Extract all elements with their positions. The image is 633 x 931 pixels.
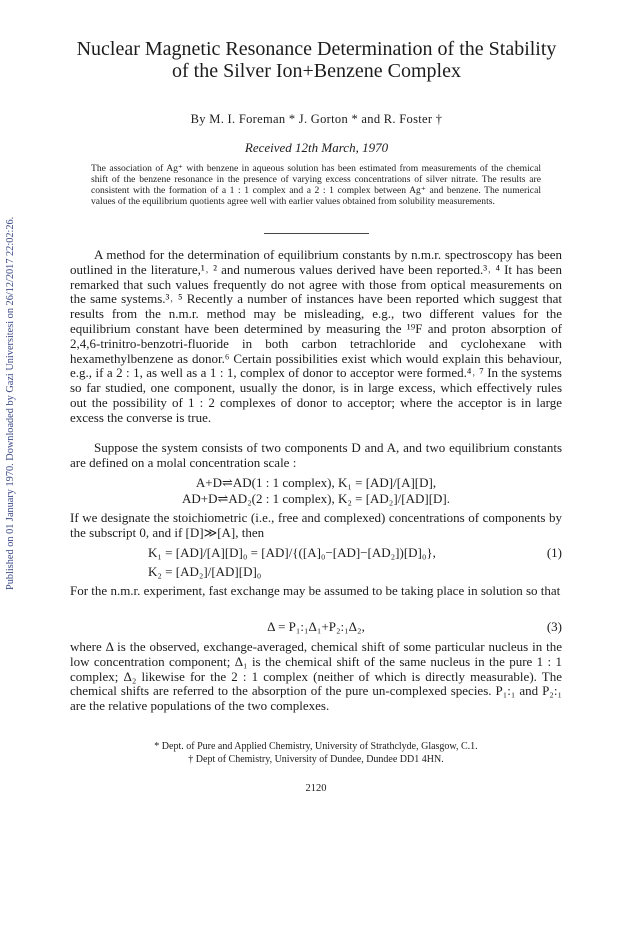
download-watermark: Published on 01 January 1970. Downloaded by Gazi Universitesi on 26/12/2017 22:02:26.	[5, 216, 16, 590]
paragraph-text: Suppose the system consists of two components D and A, and two equilibrium constants are defined on a molal concentration scale :	[70, 440, 562, 470]
page-number: 2120	[305, 783, 327, 794]
equation-1-text: K₁ = [AD]/[A][D]₀ = [AD]/{([A]₀−[AD]−[AD₂])[D]₀},	[148, 545, 436, 560]
footnote-2: † Dept of Chemistry, University of Dundee, Dundee DD1 4HN.	[188, 754, 444, 765]
abstract-text: The association of Ag⁺ with benzene in aqueous solution has been estimated from measurements of the chemical shift of the benzene resonance in the presence of varying excess concentrations of silver nitrate. The results are consistent with the formation of a 1 : 1 complex and a 2 : 1 complex between Ag⁺ and benzene. The numerical values of the equilibrium quotients agree well with earlier values obtained from solubility measurements.	[91, 163, 541, 207]
title-line-2: of the Silver Ion+Benzene Complex	[172, 60, 461, 82]
footnote-1: * Dept. of Pure and Applied Chemistry, University of Strathclyde, Glasgow, C.1.	[154, 741, 478, 752]
equation-k1-definition: A+D⇌AD(1 : 1 complex), K₁ = [AD]/[A][D],	[195, 475, 437, 490]
body-paragraph-5	[70, 640, 562, 714]
body-paragraph-4	[70, 584, 562, 599]
abstract	[91, 163, 541, 207]
author-list: By M. I. Foreman * J. Gorton * and R. Foster †	[190, 112, 443, 126]
equation-1-number: (1)	[546, 545, 562, 560]
title-line-1: Nuclear Magnetic Resonance Determination of the Stability	[76, 38, 557, 60]
paragraph-text: where Δ is the observed, exchange-averaged, chemical shift of some particular nucleus in the low concentration component; Δ₁ is the chemical shift of the same nucleus in the pure 1 : 1 complex; Δ₂ likewise for the 2 : 1 complex (neither of which is directly measurable). The chemical shifts are referred to the absorption of the pure un-complexed species. P₁:₁ and P₂:₁ are the relative populations of the two complexes.	[70, 639, 562, 714]
equation-2-text: K₂ = [AD₂]/[AD][D]₀	[148, 564, 262, 579]
equation-3-number: (3)	[546, 619, 562, 634]
paragraph-text: If we designate the stoichiometric (i.e., free and complexed) concentrations of components by the subscript 0, and if [D]≫[A], then	[70, 510, 562, 540]
footnotes	[70, 740, 562, 766]
equation-k2-definition: AD+D⇌AD₂(2 : 1 complex), K₂ = [AD₂]/[AD][D].	[181, 491, 451, 506]
paper-title	[60, 38, 573, 82]
body-paragraph-2	[70, 441, 562, 471]
body-paragraph-1	[70, 248, 562, 426]
paragraph-text: A method for the determination of equilibrium constants by n.m.r. spectroscopy has been outlined in the literature,¹˒ ² and numerous values derived have been reported.³˒ ⁴ It has been remarked that such values frequently do not agree with those from optical measurements on the same systems.³˒ ⁵ Recently a number of instances have been reported which suggest that results from the n.m.r. method may be misleading, e.g., two different values for the equilibrium constant have been determined by measuring the ¹⁹F and proton absorption of 2,4,6-trinitro-benzotri-fluoride in both carbon tetrachloride and cyclohexane with hexamethylbenzene as donor.⁶ Certain possibilities exist which would explain this behaviour, e.g., if a 2 : 1, as well as a 1 : 1, complex of donor to acceptor were formed.⁴˒ ⁷ In the systems so far studied, one component, usually the donor, is in large excess, which effectively rules out the possibility of 1 : 2 complexes of donor to acceptor; where the acceptor is in large excess the converse is true.	[70, 247, 562, 425]
body-paragraph-3	[70, 511, 562, 541]
received-date: Received 12th March, 1970	[244, 140, 389, 155]
paragraph-text: For the n.m.r. experiment, fast exchange may be assumed to be taking place in solution so that	[70, 583, 561, 598]
section-divider	[264, 233, 369, 234]
equation-3-text: Δ = P₁:₁Δ₁+P₂:₁Δ₂,	[267, 619, 365, 634]
